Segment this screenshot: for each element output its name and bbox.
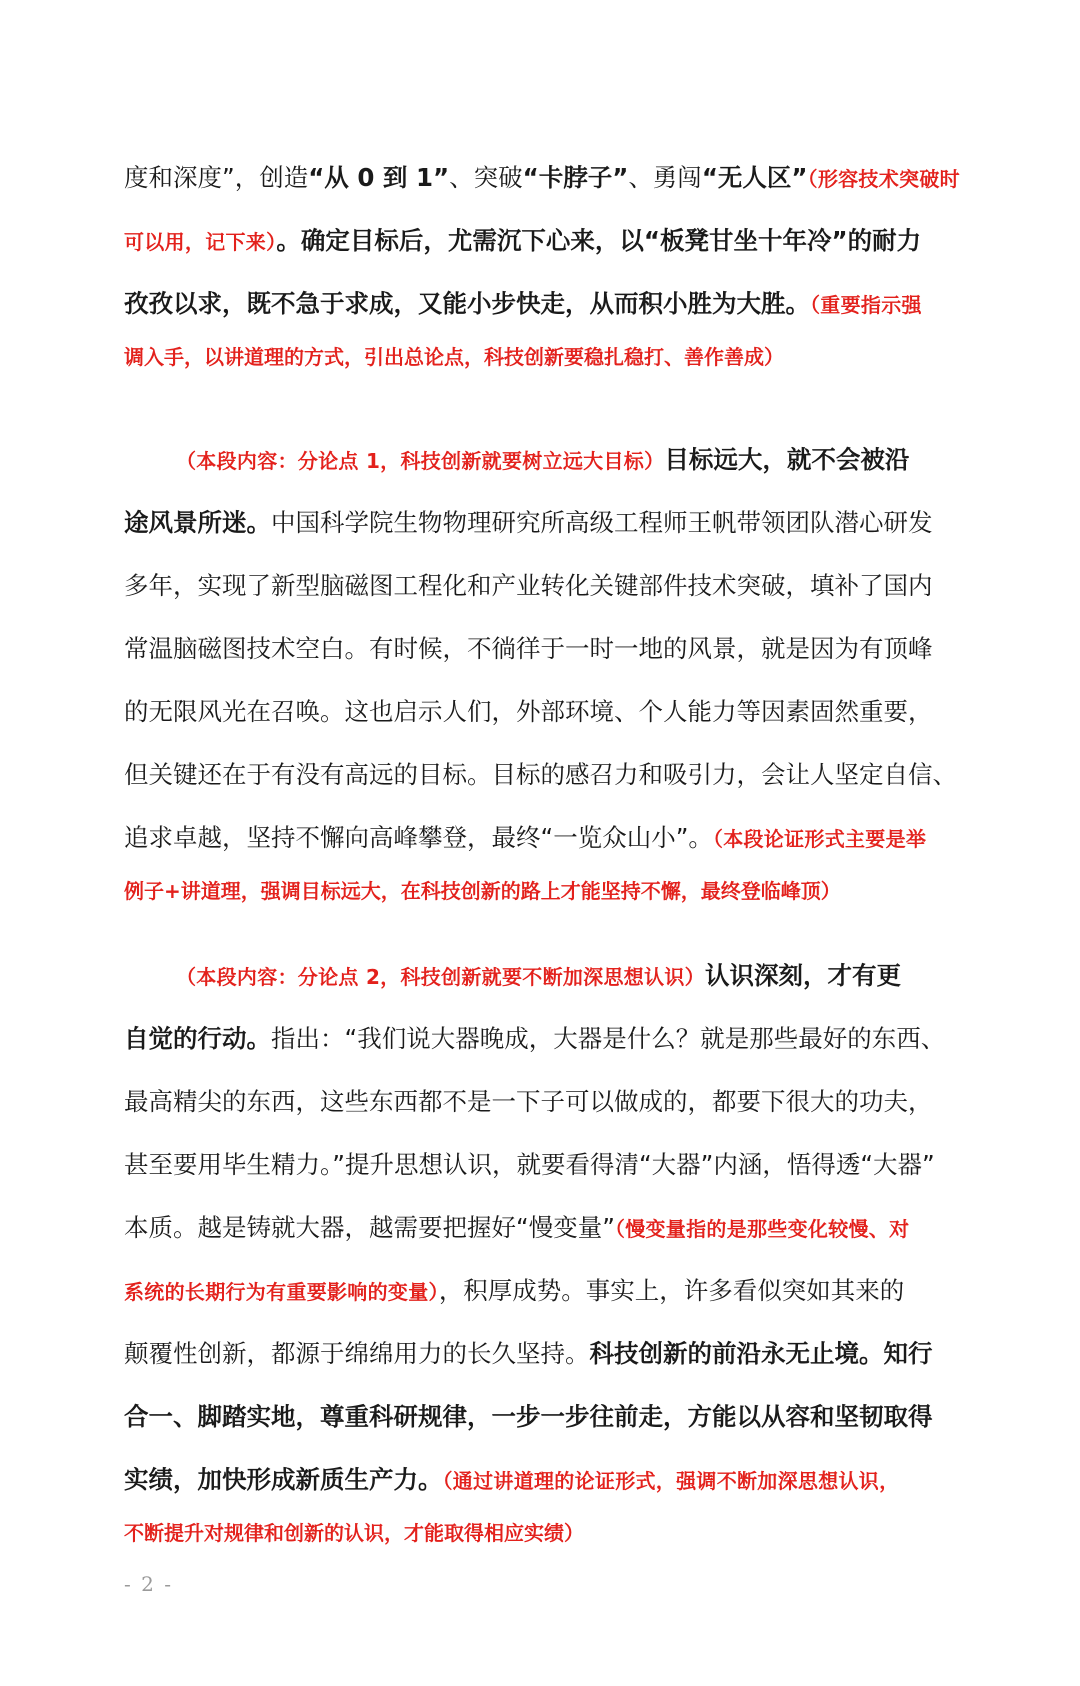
paragraph-line — [124, 272, 954, 335]
annotation-text: （本段论证形式主要是举 — [712, 827, 927, 851]
annotation-text: （通过讲道理的论证形式，强调不断加深思想认识， — [442, 1469, 900, 1493]
paragraph-line — [124, 146, 960, 209]
annotation-text: （慢变量指的是那些变化较慢、对 — [614, 1217, 910, 1241]
annotation-line: 调入手，以讲道理的方式，引出总论点，科技创新要稳扎稳打、善作善成） — [124, 345, 784, 369]
paragraph-line: 常温脑磁图技术空白。有时候，不徜徉于一时一地的风景，就是因为有顶峰 — [124, 634, 933, 663]
paragraph-3 — [124, 944, 954, 1556]
body-text-bold: 实绩，加快形成新质生产力。 — [124, 1465, 443, 1494]
paragraph-line — [124, 209, 954, 272]
body-text-bold: 认识深刻，才有更 — [704, 961, 901, 990]
paragraph-line — [124, 944, 954, 1007]
paragraph-line — [124, 491, 954, 554]
annotation-text: （本段内容：分论点 2，科技创新就要不断加深思想认识） — [176, 965, 705, 989]
annotation-text: （形容技术突破时 — [807, 167, 960, 191]
body-text: ，积厚成势。事实上，许多看似突如其来的 — [438, 1276, 905, 1305]
paragraph-line — [124, 1007, 954, 1070]
paragraph-line — [124, 1259, 954, 1322]
body-text-bold: 。确定目标后，尤需沉下心来，以“板凳甘坐十年冷”的耐力 — [276, 226, 922, 255]
body-text: 追求卓越，坚持不懈向高峰攀登，最终“一览众山小”。 — [124, 823, 713, 852]
annotation-text: （本段内容：分论点 1，科技创新就要树立远大目标） — [176, 449, 665, 473]
paragraph-line — [124, 1448, 954, 1511]
body-text: 、突破 — [449, 163, 523, 192]
annotation-text: 可以用，记下来） — [124, 230, 277, 254]
body-text-bold: “卡脖子” — [522, 163, 629, 192]
paragraph-2 — [124, 428, 957, 914]
paragraph-line: 的无限风光在召唤。这也启示人们，外部环境、个人能力等因素固然重要， — [124, 697, 933, 726]
body-text: 、勇闯 — [628, 163, 702, 192]
annotation-line: 不断提升对规律和创新的认识，才能取得相应实绩） — [124, 1521, 584, 1545]
paragraph-1 — [124, 146, 960, 380]
paragraph-line: 合一、脚踏实地，尊重科研规律，一步一步往前走，方能以从容和坚韧取得 — [124, 1402, 933, 1431]
paragraph-line: 最高精尖的东西，这些东西都不是一下子可以做成的，都要下很大的功夫， — [124, 1087, 933, 1116]
body-text-bold: “无人区” — [701, 163, 808, 192]
paragraph-line: 多年，实现了新型脑磁图工程化和产业转化关键部件技术突破，填补了国内 — [124, 571, 933, 600]
annotation-text: （重要指示强 — [810, 293, 922, 317]
body-text-bold: 目标远大，就不会被沿 — [664, 445, 910, 474]
page-number: - 2 - — [124, 1572, 173, 1596]
paragraph-line — [124, 428, 954, 491]
body-text-bold: 途风景所迷。 — [124, 508, 271, 537]
body-text-bold: 孜孜以求，既不急于求成，又能小步快走，从而积小胜为大胜。 — [124, 289, 810, 318]
body-text: 度和深度”，创造 — [124, 163, 309, 192]
body-text: 指出：“我们说大器晚成，大器是什么？就是那些最好的东西、 — [271, 1024, 946, 1053]
paragraph-line — [124, 806, 954, 869]
body-text-bold: “从 0 到 1” — [308, 163, 450, 192]
body-text-bold: 科技创新的前沿永无止境。知行 — [589, 1339, 933, 1368]
paragraph-line: 但关键还在于有没有高远的目标。目标的感召力和吸引力，会让人坚定自信、 — [124, 760, 957, 789]
body-text: 颠覆性创新，都源于绵绵用力的长久坚持。 — [124, 1339, 590, 1368]
paragraph-line — [124, 1322, 954, 1385]
body-text-bold: 自觉的行动。 — [124, 1024, 271, 1053]
body-text: 中国科学院生物物理研究所高级工程师王帆带领团队潜心研发 — [271, 508, 933, 537]
body-text: 本质。越是铸就大器，越需要把握好“慢变量” — [124, 1213, 615, 1242]
paragraph-line: 甚至要用毕生精力。”提升思想认识，就要看得清“大器”内涵，悟得透“大器” — [124, 1150, 935, 1179]
paragraph-line — [124, 1196, 954, 1259]
annotation-line: 例子+讲道理，强调目标远大，在科技创新的路上才能坚持不懈，最终登临峰顶） — [124, 879, 841, 903]
annotation-text: 系统的长期行为有重要影响的变量） — [124, 1280, 439, 1304]
